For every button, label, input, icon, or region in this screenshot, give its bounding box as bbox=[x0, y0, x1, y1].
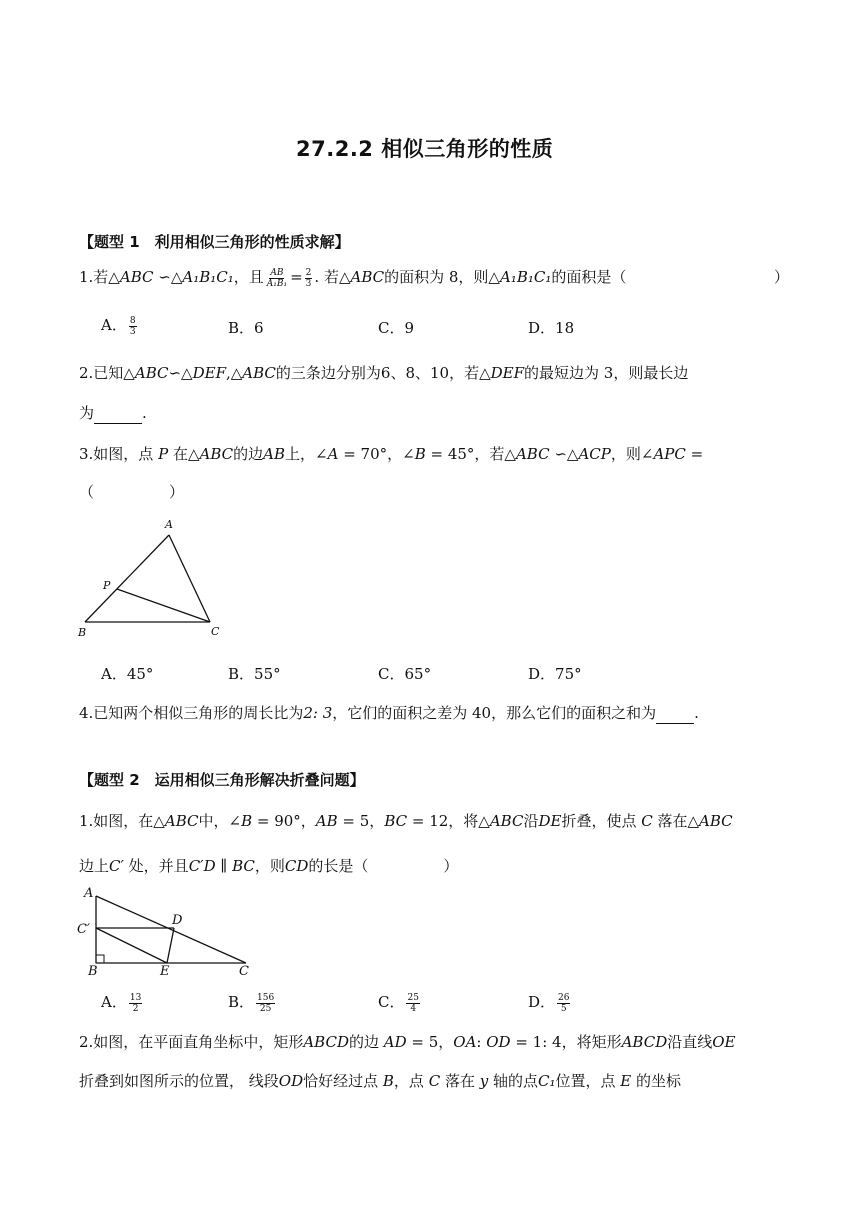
segment-ac bbox=[96, 896, 246, 963]
q1-option-d[interactable]: D．18 bbox=[528, 319, 575, 337]
page-title: 27.2.2 相似三角形的性质 bbox=[296, 137, 554, 161]
s2q1-option-d[interactable]: D． $\frac{26}{5}$ bbox=[528, 992, 570, 1014]
label-c: C bbox=[211, 625, 220, 638]
label-p: P bbox=[103, 579, 111, 592]
question-2-2-line1: 2.如图，在平面直角坐标中，矩形ABCD的边 AD = 5，OA: OD = 1: 4，将矩形ABCD沿直线OE bbox=[79, 1033, 736, 1051]
s2q1-option-c[interactable]: C． $\frac{25}{4}$ bbox=[378, 992, 419, 1014]
s2q1-option-b[interactable]: B． $\frac{156}{25}$ bbox=[228, 992, 275, 1014]
label-a: A bbox=[165, 518, 173, 531]
question-1-1-close-paren: ） bbox=[774, 268, 790, 286]
question-1-4: 4.已知两个相似三角形的周长比为2: 3，它们的面积之差为 40，那么它们的面积之和为 . bbox=[79, 704, 699, 722]
q3-option-d[interactable]: D．75° bbox=[528, 665, 582, 683]
label-c-prime: C′ bbox=[77, 922, 90, 937]
question-2-1-line1: 1.如图，在△ABC中，∠B = 90°，AB = 5，BC = 12，将△ABC沿DE折叠，使点 C 落在△ABC bbox=[79, 812, 733, 830]
segment-ab bbox=[85, 535, 169, 622]
section-2-heading: 【题型 2 运用相似三角形解决折叠问题】 bbox=[79, 771, 365, 789]
question-2-1-line2: 边上C′ 处，并且C′D ∥ BC，则CD的长是（ ） bbox=[79, 857, 459, 875]
segment-de bbox=[167, 928, 174, 963]
label-b: B bbox=[88, 964, 98, 978]
question-1-2-line1: 2.已知△ABC∽△DEF,△ABC的三条边分别为6、8、10，若△DEF的最短边为 3，则最长边 bbox=[79, 364, 689, 382]
question-2-2-line2: 折叠到如图所示的位置， 线段OD恰好经过点 B，点 C 落在 y 轴的点C₁位置，点 E 的坐标 bbox=[79, 1072, 682, 1090]
folding-figure bbox=[76, 883, 261, 978]
segment-cprime-e bbox=[96, 928, 167, 963]
label-a: A bbox=[84, 886, 94, 901]
question-1-3-line2: （ ） bbox=[79, 483, 185, 501]
s2q1-option-a[interactable]: A． $\frac{13}{2}$ bbox=[101, 992, 142, 1014]
q1-option-a[interactable]: A． $\frac{8}{3}$ bbox=[101, 315, 136, 337]
label-b: B bbox=[78, 626, 87, 639]
fraction-ab-a1b1: $\frac{AB}{\text{A₁B₁}}$ bbox=[266, 267, 288, 289]
q3-option-c[interactable]: C．65° bbox=[378, 665, 432, 683]
q1-option-c[interactable]: C．9 bbox=[378, 319, 415, 337]
label-d: D bbox=[172, 913, 183, 928]
question-1-1: 1.若△ABC ∽△A₁B₁C₁，且 $\frac{AB}{\text{A₁B₁}}$ = $\frac{2}{3}$ . 若△ABC的面积为 8，则△A₁B₁C₁的面积是（ bbox=[79, 267, 627, 289]
section-1-heading: 【题型 1 利用相似三角形的性质求解】 bbox=[79, 233, 350, 251]
question-1-2-line2: 为 . bbox=[79, 404, 147, 422]
answer-blank[interactable] bbox=[656, 703, 694, 724]
label-c: C bbox=[239, 964, 249, 978]
triangle-figure-1 bbox=[72, 512, 232, 642]
question-1-3-line1: 3.如图，点 P 在△ABC的边AB上，∠A = 70°，∠B = 45°，若△ABC ∽△ACP，则∠APC = bbox=[79, 445, 704, 463]
fraction-2-3: $\frac{2}{3}$ bbox=[305, 267, 312, 289]
q3-option-a[interactable]: A．45° bbox=[101, 665, 154, 683]
segment-pc bbox=[117, 589, 210, 622]
label-e: E bbox=[160, 964, 170, 978]
q1-option-b[interactable]: B．6 bbox=[228, 319, 264, 337]
right-angle-mark bbox=[96, 955, 104, 963]
q3-option-b[interactable]: B．55° bbox=[228, 665, 281, 683]
answer-blank[interactable] bbox=[94, 403, 142, 424]
